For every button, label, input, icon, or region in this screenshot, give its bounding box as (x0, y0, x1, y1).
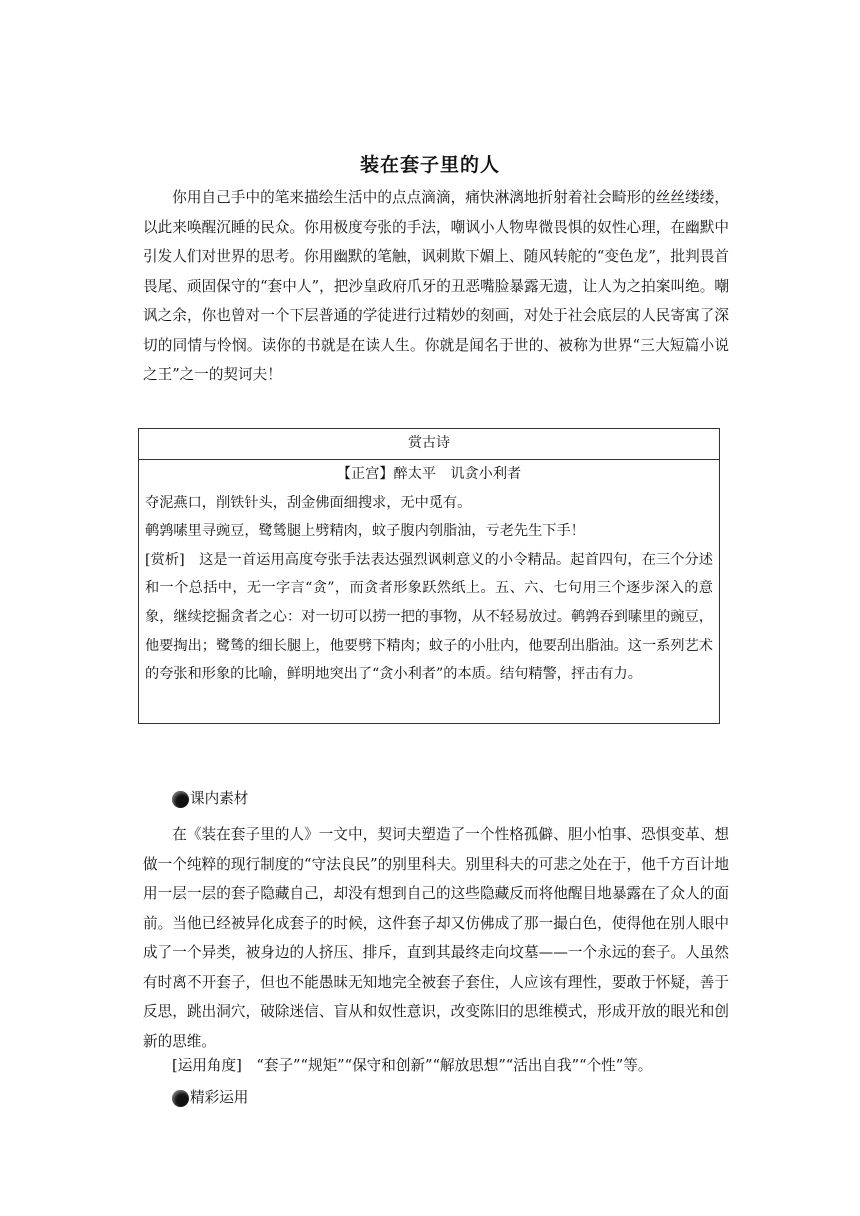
bullet-circle-icon (172, 791, 189, 808)
usage-angle (172, 1055, 732, 1077)
material-paragraph: 在《装在套子里的人》一文中，契诃夫塑造了一个性格孤僻、胆小怕事、恐惧变革、想做一个纯粹的现行制度的“守法良民”的别里科夫。别里科夫的可悲之处在于，他千方百计地用一层一层的套子隐藏自己，却没有想到自己的这些隐藏反而将他醒目地暴露在了众人的面前。当他已经被异化成套子的时候，这件套子却又仿佛成了那一撮白色，使得他在别人眼中成了一个异类，被身边的人挤压、排斥，直到其最终走向坟墓——一个永远的套子。人虽然有时离不开套子，但也不能愚昧无知地完全被套子套住，人应该有理性，要敢于怀疑，善于反思，跳出洞穴，破除迷信、盲从和奴性意识，改变陈旧的思维模式，形成开放的眼光和创新的思维。 (143, 826, 729, 1050)
poem-subtitle: 【正宫】醉太平 讥贪小利者 (336, 466, 522, 482)
intro-paragraph: 你用自己手中的笔来描绘生活中的点点滴滴，痛快淋漓地折射着社会畸形的丝丝缕缕，以此来唤醒沉睡的民众。你用极度夸张的手法，嘲讽小人物卑微畏惧的奴性心理，在幽默中引发人们对世界的思考。你用幽默的笔触，讽刺欺下媚上、随风转舵的“变色龙”，批判畏首畏尾、顽固保守的“套中人”，把沙皇政府爪牙的丑恶嘴脸暴露无遗，让人为之拍案叫绝。嘲讽之余，你也曾对一个下层普通的学徒进行过精妙的刻画，对处于社会底层的人民寄寓了深切的同情与怜悯。读你的书就是在读人生。你就是闻名于世的、被称为世界“三大短篇小说之王”之一的契诃夫！ (143, 189, 729, 383)
section-heading-label: 课内素材 (190, 790, 249, 807)
section-heading-usage (172, 1087, 248, 1109)
intro-section (143, 183, 729, 390)
page-title: 装在套子里的人 (359, 154, 500, 176)
poem-line: 夺泥燕口，削铁针头，刮金佛面细搜求，无中觅有。 (145, 494, 472, 511)
usage-content: “套子”“规矩”“保守和创新”“解放思想”“活出自我”“个性”等。 (256, 1057, 653, 1074)
poem-box-body (139, 460, 719, 689)
poem-box-header: 赏古诗 (139, 429, 719, 460)
bullet-circle-icon (172, 1090, 189, 1107)
poem-box (138, 428, 720, 724)
poem-analysis: [赏析] 这是一首运用高度夸张手法表达强烈讽刺意义的小令精品。起首四句，在三个分述和一个总括中，无一字言“贪”，而贪者形象跃然纸上。五、六、七句用三个逐步深入的意象，继续挖掘贪者之心：对一切可以捞一把的事物，从不轻易放过。鹌鹑吞到嗉里的豌豆，他要掏出；鹭鸶的细长腿上，他要劈下精肉；蚊子的小肚内，他要刮出脂油。这一系列艺术的夸张和形象的比喻，鲜明地突出了“贪小利者”的本质。结句精警，抨击有力。 (145, 551, 713, 683)
material-section (143, 820, 729, 1056)
poem-line: 鹌鹑嗉里寻豌豆，鹭鸶腿上劈精肉，蚊子腹内刳脂油，亏老先生下手！ (145, 523, 585, 540)
section-heading-label: 精彩运用 (190, 1089, 249, 1106)
section-heading-material (172, 788, 248, 810)
usage-label: [运用角度] (172, 1057, 242, 1074)
